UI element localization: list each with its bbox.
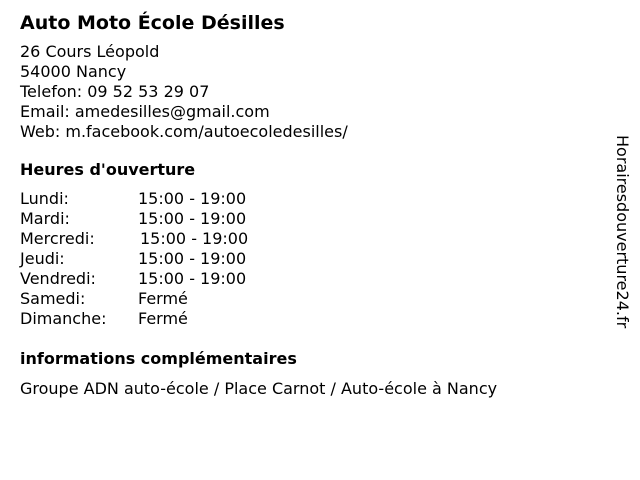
- phone-number: Telefon: 09 52 53 29 07: [20, 82, 210, 101]
- hours-row-dimanche: [20, 309, 600, 329]
- hours-row-mercredi: [20, 229, 600, 249]
- day-label: Jeudi:: [20, 249, 65, 268]
- info-heading: informations complémentaires: [20, 349, 297, 368]
- time-value: 15:00 - 19:00: [140, 229, 249, 248]
- business-name: Auto Moto École Désilles: [20, 12, 285, 34]
- hours-row-jeudi: [20, 249, 600, 269]
- hours-row-mardi: [20, 209, 600, 229]
- day-label: Dimanche:: [20, 309, 107, 328]
- hours-heading: Heures d'ouverture: [20, 160, 196, 179]
- hours-row-lundi: [20, 189, 600, 209]
- time-value: Fermé: [138, 289, 188, 308]
- time-value: 15:00 - 19:00: [138, 189, 247, 208]
- info-text: Groupe ADN auto-école / Place Carnot / Auto-école à Nancy: [20, 379, 498, 398]
- site-watermark: Horairesdouverture24.fr: [613, 135, 632, 329]
- address-street: 26 Cours Léopold: [20, 42, 160, 61]
- time-value: 15:00 - 19:00: [138, 249, 247, 268]
- opening-hours-table: [20, 189, 600, 329]
- address-city: 54000 Nancy: [20, 62, 127, 81]
- email-address: Email: amedesilles@gmail.com: [20, 102, 270, 121]
- day-label: Lundi:: [20, 189, 69, 208]
- business-card: [20, 10, 600, 399]
- day-label: Samedi:: [20, 289, 86, 308]
- hours-row-vendredi: [20, 269, 600, 289]
- website-url: Web: m.facebook.com/autoecoledesilles/: [20, 122, 348, 141]
- time-value: 15:00 - 19:00: [138, 209, 247, 228]
- time-value: Fermé: [138, 309, 188, 328]
- time-value: 15:00 - 19:00: [138, 269, 247, 288]
- day-label: Mardi:: [20, 209, 70, 228]
- hours-row-samedi: [20, 289, 600, 309]
- day-label: Vendredi:: [20, 269, 96, 288]
- day-label: Mercredi:: [20, 229, 95, 248]
